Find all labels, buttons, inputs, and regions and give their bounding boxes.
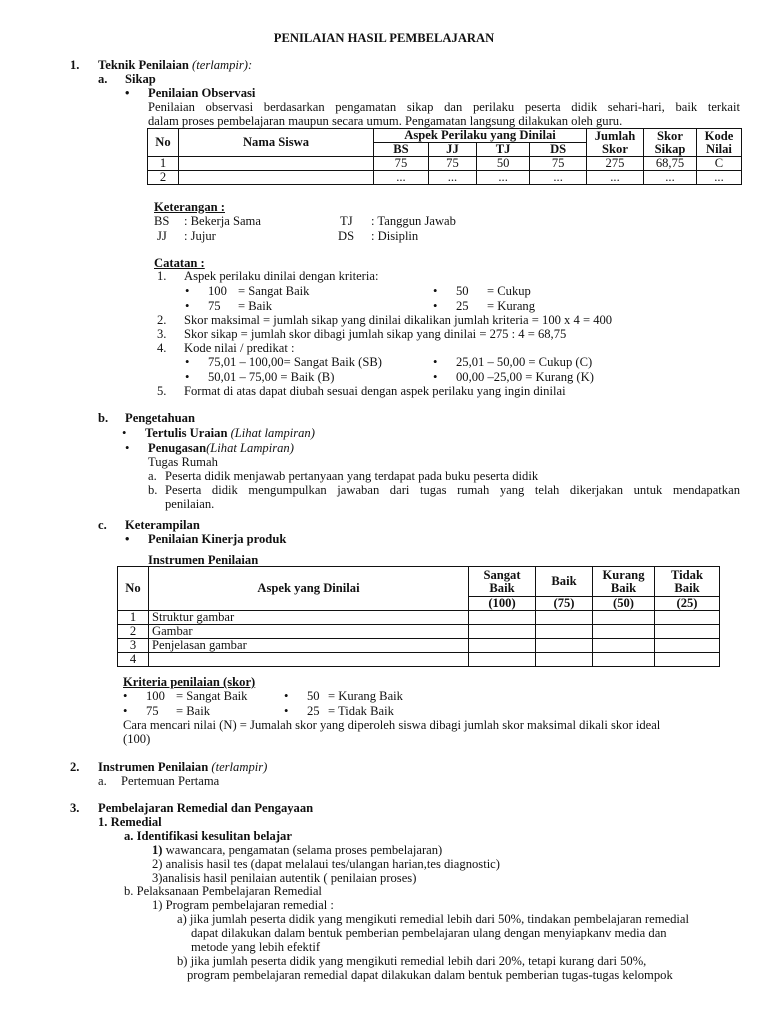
pertemuan-pertama: Pertemuan Pertama [121,774,220,788]
cell: Gambar [149,625,469,639]
catatan-3: Skor sikap = jumlah skor dibagi jumlah sikap yang dinilai = 275 : 4 = 68,75 [184,327,567,341]
ident-item-3: 3)analisis hasil penilaian autentik ( penilaian proses) [152,871,417,885]
cara-mencari-line1: Cara mencari nilai (N) = Jumalah skor yang diperoleh siswa dibagi jumlah skor maksimal dikali skor ideal [123,718,661,732]
remedial-heading: 1. Remedial [98,815,162,829]
cell: ... [477,171,530,185]
th-bs: BS [374,143,429,157]
cell: ... [697,171,742,185]
catatan-4: Kode nilai / predikat : [184,341,295,355]
table-row [118,639,720,653]
kriteria-title: Kriteria penilaian (skor) [123,675,256,689]
th-jumlah-skor: Jumlah Skor [587,129,644,157]
th-score-50: (50) [593,597,655,611]
sub-b-letter: b. [98,411,109,425]
cell: 275 [587,157,644,171]
tertulis-uraian-label: Tertulis Uraian [145,426,228,440]
tugas-b-line1: Peserta didik mengumpulkan jawaban dari tugas rumah yang telah dikerjakan untuk mendapatkan [165,483,740,497]
ident-item-1-text: wawancara, pengamatan (selama proses pembelajaran) [162,843,443,857]
predikat-sb: • 75,01 – 100,00= Sangat Baik (SB) [208,355,382,370]
cell: ... [644,171,697,185]
table-row [118,611,720,625]
section-2-number: 2. [70,760,80,774]
catatan-5: Format di atas dapat diubah sesuai dengan aspek perilaku yang ingin dinilai [184,384,566,398]
cell [149,653,469,667]
skor-100-value: • 100 [146,689,165,704]
pelaksanaan-heading: b. Pelaksanaan Pembelajaran Remedial [124,884,322,898]
identifikasi-heading: a. Identifikasi kesulitan belajar [124,829,292,843]
catatan-num-3: 3. [157,327,167,341]
cell: ... [530,171,587,185]
cell: 2 [118,625,149,639]
th-score-75: (75) [536,597,593,611]
catatan-1: Aspek perilaku dinilai dengan kriteria: [184,269,379,283]
program-a-line1: a) jika jumlah peserta didik yang mengikuti remedial lebih dari 50%, tindakan pembelajaran remedial [177,912,689,926]
program-remedial: 1) Program pembelajaran remedial : [152,898,334,912]
cell [593,639,655,653]
th-score-25: (25) [655,597,720,611]
cell: 4 [118,653,149,667]
section-2-a-letter: a. [98,774,107,788]
keterampilan-table [117,566,720,667]
cell: ... [374,171,429,185]
program-a-line2: dapat dilakukan dalam bentuk pemberian pembelajaran ulang dengan menyiapkanv media dan [191,926,667,940]
cell [179,157,374,171]
cell: 75 [530,157,587,171]
cell [655,639,720,653]
cell [593,653,655,667]
observasi-paragraph-line2: dalam proses pembelajaran maupun secara umum. Pengamatan langsung dilakukan oleh guru. [148,114,623,128]
kriteria-100-value: • 100 [208,284,227,299]
skor-50-text: = Kurang Baik [328,689,403,703]
cell [179,171,374,185]
ket-text-jj: : Jujur [184,229,216,243]
predikat-k: • 00,00 –25,00 = Kurang (K) [456,370,594,385]
section-2-heading [98,760,267,775]
th-sangat-baik: Sangat Baik [469,567,536,597]
th-aspek-perilaku: Aspek Perilaku yang Dinilai [374,129,587,143]
ket-text-ds: : Disiplin [371,229,419,243]
table-row [148,171,742,185]
section-3-number: 3. [70,801,80,815]
catatan-title: Catatan : [154,256,205,270]
catatan-num-5: 5. [157,384,167,398]
tertulis-uraian-item [145,426,315,441]
cell: C [697,157,742,171]
cell: Penjelasan gambar [149,639,469,653]
sub-c-letter: c. [98,518,107,532]
cell: 68,75 [644,157,697,171]
penugasan-item [148,441,294,456]
kinerja-produk-bullet: • Penilaian Kinerja produk [148,532,286,547]
keterangan-title: Keterangan : [154,200,225,214]
section-3-heading: Pembelajaran Remedial dan Pengayaan [98,801,314,815]
ket-text-tj: : Tanggun Jawab [371,214,456,228]
cell [536,611,593,625]
cara-mencari-line2: (100) [123,732,151,746]
skor-25-value: • 25 [307,704,320,719]
section-2-heading-text: Instrumen Penilaian [98,760,209,774]
cell: 75 [428,157,476,171]
skor-50-value: • 50 [307,689,320,704]
cell [655,611,720,625]
tugas-b-line2: penilaian. [165,497,215,511]
sub-a-label: Sikap [125,72,156,86]
ket-text-bs: : Bekerja Sama [184,214,261,228]
cell [536,639,593,653]
ket-code-jj: JJ [157,229,167,243]
th-no: No [118,567,149,611]
sub-c-label: Keterampilan [125,518,200,532]
th-kode-nilai: Kode Nilai [697,129,742,157]
section-1-heading-text: Teknik Penilaian [98,58,189,72]
cell [593,625,655,639]
penilaian-observasi-bullet: • Penilaian Observasi [148,86,255,101]
th-score-100: (100) [469,597,536,611]
kriteria-75-value: • 75 [208,299,221,314]
observasi-paragraph-line1: Penilaian observasi berdasarkan pengamatan sikap dan perilaku peserta didik sehari-hari, baik terkait [148,100,740,114]
kriteria-50-value: • 50 [456,284,469,299]
cell [469,625,536,639]
skor-75-text: = Baik [176,704,211,718]
skor-25-text: = Tidak Baik [328,704,394,718]
cell: ... [587,171,644,185]
kriteria-50-text: = Cukup [487,284,531,298]
cell [593,611,655,625]
sub-a-letter: a. [98,72,108,86]
section-2-heading-note: (terlampir) [211,760,268,774]
th-jj: JJ [428,143,476,157]
table-row [148,157,742,171]
tugas-a-text: Peserta didik menjawab pertanyaan yang terdapat pada buku peserta didik [165,469,539,483]
penugasan-note: (Lihat Lampiran) [206,441,294,455]
program-b-line1: b) jika jumlah peserta didik yang mengikuti remedial lebih dari 20%, tetapi kurang dari 50%, [177,954,647,968]
program-b-line2: program pembelajaran remedial dapat dilakukan dalam bentuk pemberian tugas-tugas kelompok [187,968,673,982]
section-1-number: 1. [70,58,80,72]
ident-item-1 [152,843,442,858]
kriteria-25-value: • 25 [456,299,469,314]
section-1-heading-note: (terlampir): [192,58,253,72]
cell: 2 [148,171,179,185]
ket-code-tj: TJ [340,214,353,228]
sikap-table [147,128,742,185]
catatan-num-2: 2. [157,313,167,327]
predikat-c: • 25,01 – 50,00 = Cukup (C) [456,355,592,370]
th-tj: TJ [477,143,530,157]
ket-code-ds: DS [338,229,355,243]
skor-75-value: • 75 [146,704,159,719]
kriteria-100-text: = Sangat Baik [238,284,310,298]
cell [536,653,593,667]
tertulis-uraian-note: (Lihat lampiran) [230,426,315,440]
sub-b-label: Pengetahuan [125,411,195,425]
cell [469,639,536,653]
predikat-b: • 50,01 – 75,00 = Baik (B) [208,370,334,385]
section-1-heading [98,58,252,73]
ket-code-bs: BS [154,214,170,228]
cell: 1 [148,157,179,171]
kriteria-25-text: = Kurang [487,299,536,313]
catatan-num-4: 4. [157,341,167,355]
skor-100-text: = Sangat Baik [176,689,248,703]
tugas-rumah: Tugas Rumah [148,455,218,469]
th-skor-sikap: Skor Sikap [644,129,697,157]
cell: Struktur gambar [149,611,469,625]
cell: 50 [477,157,530,171]
tugas-b-letter: b. [148,483,158,497]
instrumen-penilaian-label: Instrumen Penilaian [148,553,259,567]
table-row [118,653,720,667]
th-no: No [148,129,179,157]
th-tidak-baik: Tidak Baik [655,567,720,597]
th-baik: Baik [536,567,593,597]
catatan-num-1: 1. [157,269,167,283]
th-kurang-baik: Kurang Baik [593,567,655,597]
cell [469,611,536,625]
table-row [118,625,720,639]
kriteria-75-text: = Baik [238,299,273,313]
cell: 1 [118,611,149,625]
catatan-2: Skor maksimal = jumlah sikap yang dinilai dikalikan jumlah kriteria = 100 x 4 = 400 [184,313,613,327]
cell: ... [428,171,476,185]
penugasan-label: Penugasan [148,441,207,455]
cell [536,625,593,639]
cell: 75 [374,157,429,171]
th-aspek-dinilai: Aspek yang Dinilai [149,567,469,611]
program-a-line3: metode yang lebih efektif [191,940,321,954]
cell [655,625,720,639]
ident-item-2: 2) analisis hasil tes (dapat melalaui tes/ulangan harian,tes diagnostic) [152,857,500,871]
th-nama-siswa: Nama Siswa [179,129,374,157]
cell [469,653,536,667]
cell [655,653,720,667]
ident-item-1-number: 1) [152,843,163,857]
cell: 3 [118,639,149,653]
th-ds: DS [530,143,587,157]
page-title: PENILAIAN HASIL PEMBELAJARAN [273,31,495,45]
tugas-a-letter: a. [148,469,157,483]
